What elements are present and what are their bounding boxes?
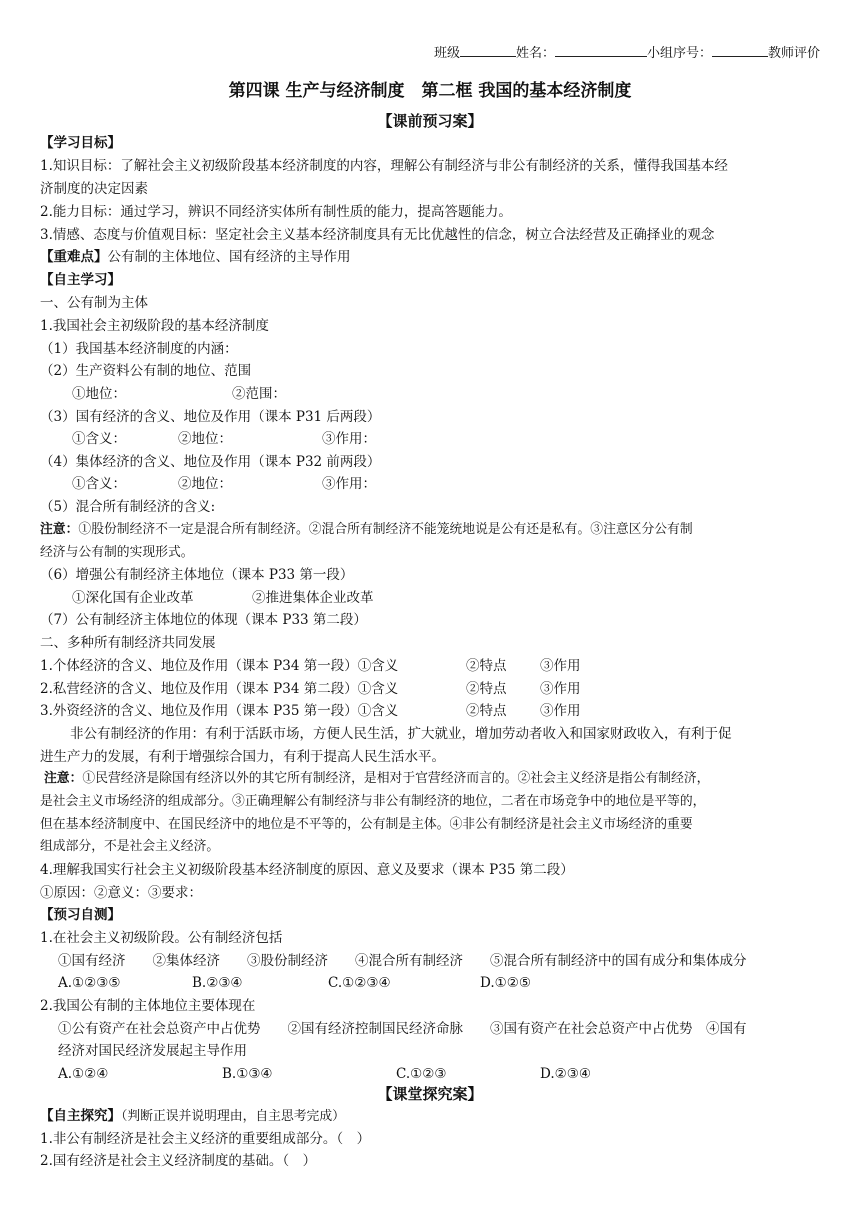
judge-item-2[interactable]: 2.国有经济是社会主义经济制度的基础。（ ） bbox=[40, 1153, 317, 1169]
group-label: 小组序号： bbox=[646, 46, 712, 61]
nonpublic-role-text: 非公有制经济的作用：有利于活跃市场，方便人民生活，扩大就业，增加劳动者收入和国家财政收入，有利于促 bbox=[70, 726, 732, 742]
note-text-line: 但在基本经济制度中、在国民经济中的地位是不平等的，公有制是主体。④非公有制经济是社会主义市场经济的重要 bbox=[40, 817, 693, 832]
note-text: ①股份制经济不一定是混合所有制经济。②混合所有制经济不能笼统地说是公有还是私有。③注意区分公有制 bbox=[78, 522, 693, 537]
item-collective-economy: （4）集体经济的含义、地位及作用（课本 P32 前两段） bbox=[40, 454, 381, 470]
note-heading: 注意： bbox=[40, 522, 79, 537]
name-label: 姓名： bbox=[515, 46, 555, 61]
class-label: 班级 bbox=[433, 46, 460, 61]
item-dominance-embodiment: （7）公有制经济主体地位的体现（课本 P33 第二段） bbox=[40, 612, 367, 628]
option-c[interactable]: C.①②③ bbox=[396, 1066, 447, 1082]
field-collective-meaning[interactable]: ①含义： bbox=[72, 476, 126, 492]
option-a[interactable]: A.①②④ bbox=[58, 1066, 109, 1082]
item-individual-economy: 1.个体经济的含义、地位及作用（课本 P34 第一段）①含义 bbox=[40, 658, 399, 674]
key-heading: 【重难点】 bbox=[40, 249, 108, 265]
question-1: 1.在社会主义初级阶段。公有制经济包括 bbox=[40, 930, 283, 946]
field-collective-status[interactable]: ②地位： bbox=[178, 476, 232, 492]
goal-ability: 2.能力目标：通过学习，辨识不同经济实体所有制性质的能力，提高答题能力。 bbox=[40, 204, 512, 220]
role-label: ③作用 bbox=[540, 703, 581, 719]
item-mixed-ownership: （5）混合所有制经济的含义: bbox=[40, 499, 216, 515]
lesson-title: 第四课 生产与经济制度 第二框 我国的基本经济制度 bbox=[228, 81, 632, 101]
item-collective-reform: ②推进集体企业改革 bbox=[252, 590, 374, 606]
judge-item-1[interactable]: 1.非公有制经济是社会主义经济的重要组成部分。（ ） bbox=[40, 1131, 371, 1147]
feature-label: ②特点 bbox=[466, 658, 507, 674]
note-mixed-cont: 经济与公有制的实现形式。 bbox=[40, 545, 194, 560]
self-study-heading: 【自主学习】 bbox=[40, 272, 121, 288]
option-b[interactable]: B.①③④ bbox=[222, 1066, 273, 1082]
section-multiple-ownership: 二、多种所有制经济共同发展 bbox=[40, 635, 216, 651]
explore-heading: 【自主探究】 bbox=[40, 1108, 121, 1124]
role-label: ③作用 bbox=[540, 681, 581, 697]
explore-heading-line bbox=[40, 1107, 345, 1126]
role-label: ③作用 bbox=[540, 658, 581, 674]
item-strengthen: （6）增强公有制经济主体地位（课本 P33 第一段） bbox=[40, 567, 354, 583]
item-private-economy: 2.私营经济的含义、地位及作用（课本 P34 第二段）①含义 bbox=[40, 681, 399, 697]
pretest-heading: 【预习自测】 bbox=[40, 907, 121, 923]
name-blank[interactable] bbox=[555, 44, 647, 57]
note-heading: 注意： bbox=[44, 771, 83, 786]
item-state-economy: （3）国有经济的含义、地位及作用（课本 P31 后两段） bbox=[40, 409, 381, 425]
option-a[interactable]: A.①②③⑤ bbox=[58, 975, 121, 991]
group-blank[interactable] bbox=[712, 44, 768, 57]
goal-knowledge-cont: 济制度的决定因素 bbox=[40, 181, 148, 197]
class-blank[interactable] bbox=[460, 44, 516, 57]
nonpublic-role-text-cont: 进生产力的发展，有利于增强综合国力，有利于提高人民生活水平。 bbox=[40, 749, 445, 765]
note-mixed bbox=[40, 521, 693, 539]
note-text-line: 组成部分，不是社会主义经济。 bbox=[40, 839, 220, 854]
item-public-status: （2）生产资料公有制的地位、范围 bbox=[40, 363, 252, 379]
field-state-meaning[interactable]: ①含义： bbox=[72, 431, 126, 447]
class-section-title: 【课堂探究案】 bbox=[377, 1085, 483, 1103]
item-soe-reform: ①深化国有企业改革 bbox=[72, 590, 194, 606]
field-state-status[interactable]: ②地位： bbox=[178, 431, 232, 447]
field-status[interactable]: ①地位： bbox=[72, 386, 126, 402]
preview-section-title: 【课前预习案】 bbox=[377, 112, 483, 130]
teacher-label: 教师评价 bbox=[767, 46, 820, 61]
student-info-header bbox=[434, 42, 820, 61]
item-basic-system: 1.我国社会主初级阶段的基本经济制度 bbox=[40, 318, 269, 334]
goals-heading: 【学习目标】 bbox=[40, 135, 121, 151]
key-text: 公有制的主体地位、国有经济的主导作用 bbox=[107, 249, 351, 265]
field-state-role[interactable]: ③作用： bbox=[322, 431, 376, 447]
question-2-items: ①公有资产在社会总资产中占优势 ②国有经济控制国民经济命脉 ③国有资产在社会总资产中占优势 ④国有 bbox=[58, 1021, 747, 1037]
note-text: ①民营经济是除国有经济以外的其它所有制经济，是相对于官营经济而言的。②社会主义经济是指公有制经济， bbox=[82, 771, 710, 786]
explore-instruction: （判断正误并说明理由，自主思考完成） bbox=[121, 1109, 345, 1124]
question-1-items: ①国有经济 ②集体经济 ③股份制经济 ④混合所有制经济 ⑤混合所有制经济中的国有成分和集体成分 bbox=[58, 953, 747, 969]
item-connotation: （1）我国基本经济制度的内涵： bbox=[40, 341, 238, 357]
option-b[interactable]: B.②③④ bbox=[192, 975, 243, 991]
question-2: 2.我国公有制的主体地位主要体现在 bbox=[40, 998, 256, 1014]
option-d[interactable]: D.①②⑤ bbox=[480, 975, 531, 991]
note-private-economy bbox=[44, 770, 709, 788]
feature-label: ②特点 bbox=[466, 681, 507, 697]
question-2-items-cont: 经济对国民经济发展起主导作用 bbox=[58, 1043, 247, 1059]
goal-attitude: 3.情感、态度与价值观目标：坚定社会主义基本经济制度具有无比优越性的信念，树立合法经营及正确择业的观念 bbox=[40, 227, 715, 243]
field-collective-role[interactable]: ③作用： bbox=[322, 476, 376, 492]
feature-label: ②特点 bbox=[466, 703, 507, 719]
item-reasons: 4.理解我国实行社会主义初级阶段基本经济制度的原因、意义及要求（课本 P35 第二段） bbox=[40, 862, 574, 878]
field-reasons-meaning-requirements[interactable]: ①原因：②意义：③要求： bbox=[40, 885, 202, 901]
section-public-ownership: 一、公有制为主体 bbox=[40, 295, 148, 311]
item-foreign-economy: 3.外资经济的含义、地位及作用（课本 P35 第一段）①含义 bbox=[40, 703, 399, 719]
field-scope[interactable]: ②范围： bbox=[232, 386, 286, 402]
note-text-line: 是社会主义市场经济的组成部分。③正确理解公有制经济与非公有制经济的地位，二者在市场竞争中的地位是平等的， bbox=[40, 794, 706, 809]
key-points bbox=[40, 248, 351, 266]
option-d[interactable]: D.②③④ bbox=[540, 1066, 591, 1082]
option-c[interactable]: C.①②③④ bbox=[328, 975, 391, 991]
goal-knowledge: 1.知识目标：了解社会主义初级阶段基本经济制度的内容，理解公有制经济与非公有制经济的关系，懂得我国基本经 bbox=[40, 158, 728, 174]
